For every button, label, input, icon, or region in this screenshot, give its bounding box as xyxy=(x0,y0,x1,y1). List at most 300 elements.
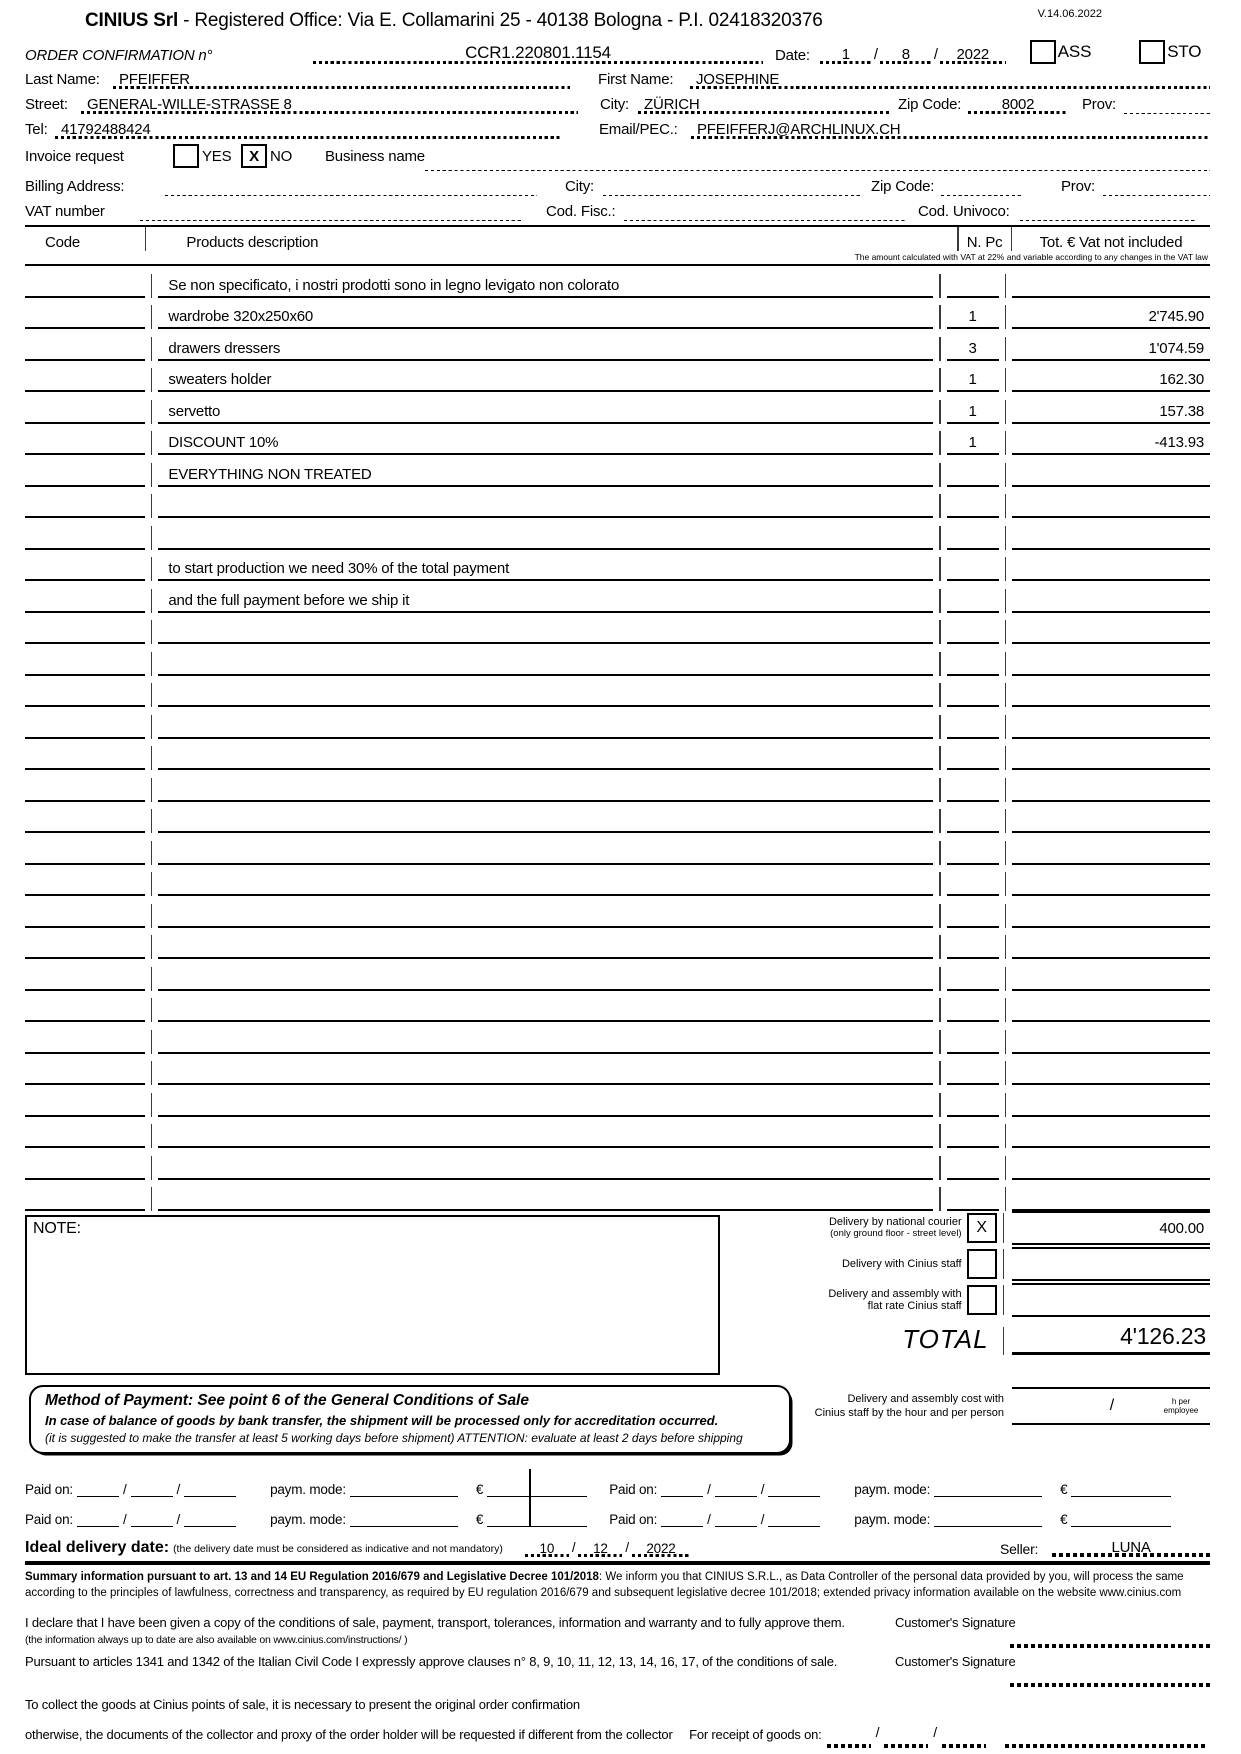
column-divider xyxy=(939,368,940,392)
qty-cell xyxy=(947,514,999,518)
code-cell xyxy=(25,1083,145,1085)
amount-cell xyxy=(1012,1081,1210,1085)
delivery-option-checkbox[interactable] xyxy=(967,1285,997,1315)
column-divider xyxy=(939,274,940,298)
amount-cell xyxy=(1012,1050,1210,1054)
column-divider xyxy=(939,589,940,613)
column-divider xyxy=(939,715,940,739)
description-cell xyxy=(158,672,933,676)
column-divider xyxy=(151,1124,152,1148)
code-cell xyxy=(25,831,145,833)
amount-cell xyxy=(1012,1113,1210,1117)
column-divider xyxy=(1005,683,1006,707)
collect-line-2: otherwise, the documents of the collector and proxy of the order holder will be requested if different from the collector xyxy=(25,1727,673,1742)
paid-year[interactable] xyxy=(768,1496,820,1497)
vat-number-label: VAT number xyxy=(25,203,105,220)
column-divider xyxy=(151,274,152,298)
payment-line3: (it is suggested to make the transfer at least 5 working days before shipment) ATTENTION: evaluate at least 2 days before shipping xyxy=(45,1431,743,1445)
ideal-delivery-row: Ideal delivery date: (the delivery date must be considered as indicative and not mandatory) 10 / 12 / 2022 Seller: LUNA xyxy=(25,1529,1210,1557)
ideal-delivery-label: Ideal delivery date: xyxy=(25,1539,170,1556)
code-cell xyxy=(25,359,145,361)
amount-cell xyxy=(1012,640,1210,644)
column-divider xyxy=(1005,904,1006,928)
column-divider xyxy=(939,1124,940,1148)
table-row xyxy=(25,676,1210,708)
column-divider xyxy=(1005,746,1006,770)
euro-sign: € xyxy=(475,1512,484,1527)
code-cell xyxy=(25,894,145,896)
method-of-payment-box xyxy=(29,1385,791,1454)
column-divider xyxy=(1005,841,1006,865)
signature-block xyxy=(895,1654,1210,1687)
order-date-day[interactable]: 1 xyxy=(820,46,872,64)
amount-cell xyxy=(1012,861,1210,865)
column-divider xyxy=(151,1030,152,1054)
paid-year[interactable] xyxy=(184,1496,236,1497)
code-cell xyxy=(25,1020,145,1022)
billing-row xyxy=(25,171,1210,196)
qty-cell xyxy=(947,1113,999,1117)
invoice-request-label: Invoice request xyxy=(25,147,124,165)
paym-mode-label: paym. mode: xyxy=(854,1482,931,1497)
assembly-unit-label: h per employee xyxy=(1163,1397,1199,1415)
description-cell xyxy=(158,1144,933,1148)
column-divider xyxy=(151,904,152,928)
description-cell: and the full payment before we ship it xyxy=(158,592,933,613)
street-value[interactable]: GENERAL-WILLE-STRASSE 8 xyxy=(81,96,578,114)
description-cell xyxy=(158,703,933,707)
payment-region xyxy=(25,1379,1210,1463)
code-cell xyxy=(25,327,145,329)
column-divider xyxy=(939,935,940,959)
column-divider xyxy=(151,400,152,424)
qty-cell xyxy=(947,766,999,770)
column-divider xyxy=(1005,967,1006,991)
paid-amount[interactable] xyxy=(487,1496,587,1497)
code-cell xyxy=(25,579,145,581)
paym-mode-value[interactable] xyxy=(350,1496,458,1497)
code-cell xyxy=(25,674,145,676)
paid-on-label: Paid on: xyxy=(609,1482,658,1497)
totals-region xyxy=(25,1211,1210,1379)
first-name-value[interactable]: JOSEPHINE xyxy=(690,71,1210,89)
amount-cell xyxy=(1012,735,1210,739)
amount-cell xyxy=(1012,577,1210,581)
qty-cell xyxy=(947,1176,999,1180)
customer-signature-label: Customer's Signature xyxy=(895,1654,1016,1669)
table-row xyxy=(25,487,1210,519)
qty-cell xyxy=(947,829,999,833)
column-divider xyxy=(939,557,940,581)
name-row xyxy=(25,64,1210,89)
code-cell xyxy=(25,1052,145,1054)
billing-address-value[interactable] xyxy=(165,195,537,196)
description-cell xyxy=(158,640,933,644)
code-cell xyxy=(25,768,145,770)
code-cell xyxy=(25,611,145,613)
column-divider xyxy=(151,620,152,644)
email-value[interactable]: PFEIFFERJ@ARCHLINUX.CH xyxy=(691,121,1210,139)
assembly-cost-label: Delivery and assembly cost with Cinius staff by the hour and per person xyxy=(814,1393,1004,1419)
column-divider xyxy=(1005,337,1006,361)
total-row xyxy=(730,1323,1210,1355)
qty-cell: 3 xyxy=(947,340,999,361)
column-divider xyxy=(1005,305,1006,329)
billing-zip-value[interactable] xyxy=(941,195,1023,196)
billing-prov-label: Prov: xyxy=(1061,178,1096,195)
column-divider xyxy=(151,1093,152,1117)
table-row xyxy=(25,739,1210,771)
billing-address-label: Billing Address: xyxy=(25,178,125,195)
paid-year[interactable] xyxy=(768,1526,820,1527)
city-label: City: xyxy=(600,96,630,113)
column-divider xyxy=(151,368,152,392)
column-divider xyxy=(939,809,940,833)
description-cell xyxy=(158,987,933,991)
qty-cell: 1 xyxy=(947,434,999,455)
amount-cell xyxy=(1012,829,1210,833)
table-row xyxy=(25,361,1210,393)
table-row xyxy=(25,707,1210,739)
paid-day[interactable] xyxy=(661,1496,703,1497)
payment-line2: In case of balance of goods by bank transfer, the shipment will be processed only for accreditation occurred. xyxy=(45,1413,719,1428)
summary-paragraph xyxy=(25,1569,1210,1601)
description-cell xyxy=(158,829,933,833)
table-row xyxy=(25,518,1210,550)
column-divider xyxy=(151,526,152,550)
column-divider xyxy=(1005,431,1006,455)
paid-on-label: Paid on: xyxy=(25,1512,73,1527)
order-date-month[interactable]: 8 xyxy=(880,46,932,64)
qty-cell: 1 xyxy=(947,403,999,424)
receipt-year[interactable] xyxy=(942,1722,986,1748)
table-row xyxy=(25,1148,1210,1180)
column-divider xyxy=(1005,526,1006,550)
delivery-option-checkbox[interactable] xyxy=(967,1249,997,1279)
code-cell xyxy=(25,516,145,518)
code-cell xyxy=(25,737,145,739)
date-slash: / xyxy=(933,46,938,63)
table-row xyxy=(25,991,1210,1023)
paid-on-label: Paid on: xyxy=(609,1512,658,1527)
qty-cell xyxy=(947,672,999,676)
order-date-year[interactable]: 2022 xyxy=(940,46,1006,64)
column-divider xyxy=(151,778,152,802)
qty-cell xyxy=(947,640,999,644)
receipt-day[interactable] xyxy=(827,1722,871,1748)
column-divider xyxy=(151,841,152,865)
signature-block xyxy=(895,1615,1210,1648)
column-divider xyxy=(151,305,152,329)
paid-amount[interactable] xyxy=(1071,1496,1171,1497)
amount-cell xyxy=(1012,703,1210,707)
paid-rows xyxy=(25,1467,1210,1527)
table-row xyxy=(25,865,1210,897)
street-row xyxy=(25,89,1210,114)
paym-mode-label: paym. mode: xyxy=(270,1512,346,1527)
ideal-day[interactable]: 10 xyxy=(525,1541,569,1557)
contact-row xyxy=(25,114,1210,139)
email-label: Email/PEC.: xyxy=(599,121,678,138)
receipt-label: For receipt of goods on: xyxy=(689,1727,822,1742)
code-cell xyxy=(25,422,145,424)
column-divider xyxy=(939,431,940,455)
table-row xyxy=(25,455,1210,487)
paid-year[interactable] xyxy=(184,1526,236,1527)
note-label: NOTE: xyxy=(33,1220,81,1237)
description-cell: servetto xyxy=(158,403,933,424)
delivery-option-amount xyxy=(1012,1283,1210,1317)
column-divider xyxy=(151,1156,152,1180)
column-divider xyxy=(939,841,940,865)
declare-text: I declare that I have been given a copy of the conditions of sale, payment, transport, tolerances, information and warranty and to fully approve them. xyxy=(25,1615,845,1630)
column-divider xyxy=(151,967,152,991)
column-divider xyxy=(939,967,940,991)
cod-univoco-label: Cod. Univoco: xyxy=(918,203,1010,220)
payment-title: Method of Payment: See point 6 of the General Conditions of Sale xyxy=(45,1392,529,1409)
business-name-label: Business name xyxy=(325,147,425,165)
column-divider xyxy=(1003,1213,1004,1243)
code-cell xyxy=(25,800,145,802)
delivery-option-amount xyxy=(1012,1247,1210,1281)
amount-cell: 162.30 xyxy=(1012,371,1210,392)
billing-city-value[interactable] xyxy=(603,195,861,196)
amount-cell xyxy=(1012,483,1210,487)
column-divider xyxy=(939,998,940,1022)
column-divider xyxy=(939,1187,940,1211)
ideal-year[interactable]: 2022 xyxy=(632,1541,690,1557)
qty-cell: 1 xyxy=(947,308,999,329)
qty-cell xyxy=(947,1050,999,1054)
code-cell xyxy=(25,296,145,298)
column-divider xyxy=(151,746,152,770)
amount-cell: 2'745.90 xyxy=(1012,308,1210,329)
prov-value[interactable] xyxy=(1124,113,1210,114)
form-version: V.14.06.2022 xyxy=(1037,8,1102,20)
total-header: Tot. € Vat not included xyxy=(1039,234,1183,251)
amount-cell xyxy=(1012,546,1210,550)
description-cell: wardrobe 320x250x60 xyxy=(158,308,933,329)
amount-cell: -413.93 xyxy=(1012,434,1210,455)
customer-signature-line[interactable] xyxy=(1010,1669,1210,1687)
amount-cell: 157.38 xyxy=(1012,403,1210,424)
zip-value[interactable]: 8002 xyxy=(968,96,1068,114)
paym-mode-value[interactable] xyxy=(934,1496,1042,1497)
column-divider xyxy=(939,494,940,518)
delivery-option-row xyxy=(730,1283,1210,1317)
customer-signature-line[interactable] xyxy=(1010,1630,1210,1648)
column-divider xyxy=(151,431,152,455)
paid-row-2: Paid on: / / paym. mode: € Paid on: / / paym. mode: € xyxy=(25,1497,1210,1527)
invoice-yes-checkbox[interactable] xyxy=(173,144,199,168)
table-row xyxy=(25,644,1210,676)
column-divider xyxy=(1005,872,1006,896)
description-cell: EVERYTHING NON TREATED xyxy=(158,466,933,487)
amount-cell xyxy=(1012,1144,1210,1148)
city-value[interactable]: ZÜRICH xyxy=(638,96,890,114)
prov-label: Prov: xyxy=(1082,96,1117,113)
billing-city-label: City: xyxy=(565,178,595,195)
qty-cell xyxy=(947,577,999,581)
column-divider xyxy=(1005,1061,1006,1085)
ass-checkbox[interactable] xyxy=(1030,40,1056,64)
table-row xyxy=(25,1054,1210,1086)
cod-fisc-value[interactable] xyxy=(624,220,906,221)
description-cell xyxy=(158,546,933,550)
column-divider xyxy=(1003,1285,1004,1315)
paid-on-label: Paid on: xyxy=(25,1482,73,1497)
delivery-option-label: Delivery with Cinius staff xyxy=(841,1258,962,1270)
date-label: Date: xyxy=(775,47,810,64)
paym-mode-value[interactable] xyxy=(934,1526,1042,1527)
qty-cell xyxy=(947,987,999,991)
table-row xyxy=(25,424,1210,456)
last-name-value[interactable]: PFEIFFER xyxy=(113,71,570,89)
paid-day[interactable] xyxy=(661,1526,703,1527)
products-table-header xyxy=(25,225,1210,266)
code-cell xyxy=(25,705,145,707)
column-divider xyxy=(1005,935,1006,959)
tel-value[interactable]: 41792488424 xyxy=(55,121,561,139)
paid-month[interactable] xyxy=(131,1496,173,1497)
paid-day[interactable] xyxy=(77,1496,119,1497)
receipt-signature-line[interactable] xyxy=(1005,1722,1205,1748)
description-cell: drawers dressers xyxy=(158,340,933,361)
assembly-cost-cell[interactable] xyxy=(1012,1387,1210,1425)
column-divider xyxy=(1005,809,1006,833)
amount-cell xyxy=(1012,955,1210,959)
invoice-yes-label: YES xyxy=(202,147,232,165)
qty-cell xyxy=(947,609,999,613)
tel-label: Tel: xyxy=(25,121,48,138)
first-name-label: First Name: xyxy=(598,71,674,88)
table-row xyxy=(25,833,1210,865)
delivery-option-label: Delivery and assembly with flat rate Cinius staff xyxy=(828,1288,962,1312)
paid-day[interactable] xyxy=(77,1526,119,1527)
column-divider xyxy=(151,715,152,739)
code-cell xyxy=(25,642,145,644)
column-divider xyxy=(939,463,940,487)
sto-label: STO xyxy=(1167,42,1202,61)
column-divider xyxy=(151,1061,152,1085)
code-cell xyxy=(25,957,145,959)
description-cell: Se non specificato, i nostri prodotti sono in legno levigato non colorato xyxy=(158,277,933,298)
column-divider xyxy=(1005,620,1006,644)
column-divider xyxy=(1005,1124,1006,1148)
company-name: CINIUS Srl xyxy=(85,10,179,31)
description-header: Products description xyxy=(186,234,319,251)
code-cell xyxy=(25,863,145,865)
table-row xyxy=(25,802,1210,834)
column-divider xyxy=(1005,778,1006,802)
qty-cell xyxy=(947,1081,999,1085)
company-line xyxy=(85,10,823,32)
qty-cell xyxy=(947,546,999,550)
amount-cell xyxy=(1012,924,1210,928)
billing-prov-value[interactable] xyxy=(1103,195,1210,196)
description-cell xyxy=(158,1081,933,1085)
receipt-row: otherwise, the documents of the collector and proxy of the order holder will be requested if different from the collector For receipt of goods on: / / xyxy=(25,1722,1210,1748)
billing-zip-label: Zip Code: xyxy=(871,178,935,195)
description-cell xyxy=(158,924,933,928)
declare-row xyxy=(25,1615,1210,1648)
euro-sign: € xyxy=(1060,1482,1068,1497)
amount-cell xyxy=(1012,609,1210,613)
paid-amount[interactable] xyxy=(1071,1526,1171,1527)
column-divider xyxy=(1005,589,1006,613)
qty-cell xyxy=(947,1144,999,1148)
cod-univoco-value[interactable] xyxy=(1020,220,1196,221)
euro-sign: € xyxy=(1060,1512,1068,1527)
table-row xyxy=(25,896,1210,928)
amount-cell xyxy=(1012,514,1210,518)
invoice-request-row xyxy=(25,141,1210,171)
table-row xyxy=(25,550,1210,582)
code-cell xyxy=(25,1115,145,1117)
delivery-option-checkbox[interactable]: X xyxy=(967,1213,997,1243)
order-number: CCR1.220801.1154 xyxy=(313,43,763,64)
column-divider xyxy=(939,1030,940,1054)
delivery-option-row xyxy=(730,1211,1210,1245)
column-divider xyxy=(939,1061,940,1085)
column-divider xyxy=(1005,463,1006,487)
vat-number-value[interactable] xyxy=(140,220,522,221)
qty-cell xyxy=(947,735,999,739)
delivery-options xyxy=(730,1211,1210,1355)
column-divider xyxy=(151,557,152,581)
pursuant-text: Pursuant to articles 1341 and 1342 of the Italian Civil Code I expressly approve clauses n° 8, 9, 10, 11, 12, 13, 14, 16, 17, of the conditions of sale. xyxy=(25,1654,838,1669)
column-divider xyxy=(939,872,940,896)
code-cell xyxy=(25,1178,145,1180)
paid-month[interactable] xyxy=(715,1496,757,1497)
description-cell xyxy=(158,1050,933,1054)
products-table-body xyxy=(25,266,1210,1211)
pursuant-row xyxy=(25,1654,1210,1687)
column-divider xyxy=(1005,998,1006,1022)
description-cell xyxy=(158,1176,933,1180)
qty-cell xyxy=(947,798,999,802)
paid-amount[interactable] xyxy=(487,1526,587,1527)
zip-label: Zip Code: xyxy=(898,96,962,113)
paym-mode-value[interactable] xyxy=(350,1526,458,1527)
cod-fisc-label: Cod. Fisc.: xyxy=(546,203,616,220)
qty-cell xyxy=(947,1018,999,1022)
assembly-slash: / xyxy=(1109,1397,1114,1414)
euro-sign: € xyxy=(475,1482,484,1497)
receipt-month[interactable] xyxy=(884,1722,928,1748)
column-divider xyxy=(939,683,940,707)
column-divider xyxy=(151,652,152,676)
ideal-month[interactable]: 12 xyxy=(578,1541,622,1557)
paid-month[interactable] xyxy=(715,1526,757,1527)
amount-cell xyxy=(1012,987,1210,991)
table-row xyxy=(25,266,1210,298)
column-divider xyxy=(939,620,940,644)
table-row xyxy=(25,581,1210,613)
invoice-no-checkbox[interactable]: X xyxy=(241,144,267,168)
description-cell xyxy=(158,1113,933,1117)
note-box[interactable] xyxy=(25,1215,720,1375)
description-cell xyxy=(158,1018,933,1022)
column-divider xyxy=(1005,1030,1006,1054)
paid-month[interactable] xyxy=(131,1526,173,1527)
business-name-value[interactable] xyxy=(425,170,1210,171)
table-row xyxy=(25,298,1210,330)
street-label: Street: xyxy=(25,96,68,113)
delivery-option-label: Delivery by national courier (only ground floor - street level) xyxy=(828,1216,962,1239)
column-divider xyxy=(1005,1156,1006,1180)
sto-checkbox[interactable] xyxy=(1139,40,1165,64)
